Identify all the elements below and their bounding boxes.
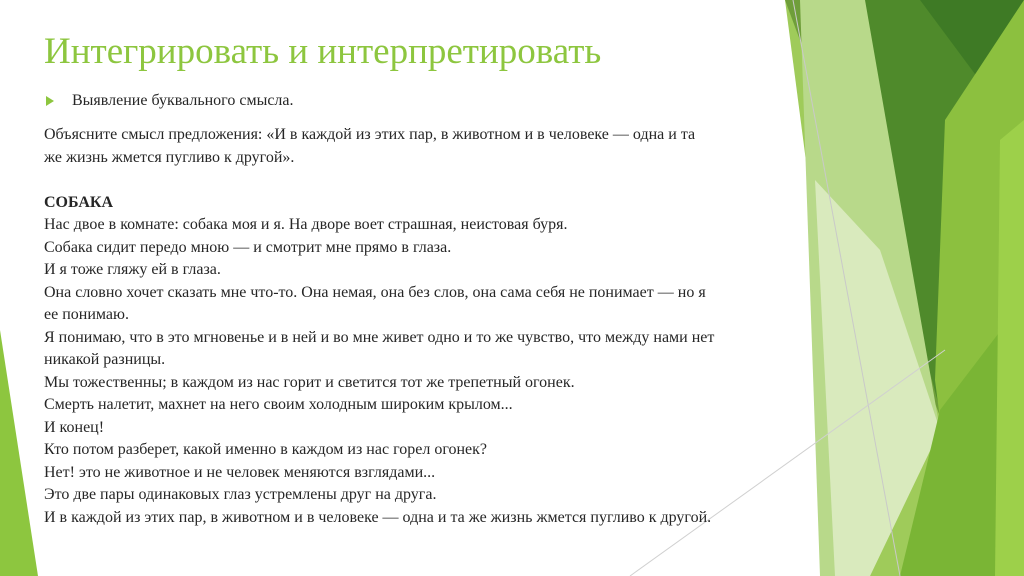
poem-line: ее понимаю. <box>44 306 129 323</box>
poem-line: Смерть налетит, махнет на него своим холодным широким крылом... <box>44 396 513 413</box>
paragraph-gap <box>44 169 834 192</box>
poem-line: Мы тожественны; в каждом из нас горит и светится тот же трепетный огонек. <box>44 373 575 391</box>
slide-title: Интегрировать и интерпретировать <box>44 31 602 72</box>
poem-title: СОБАКА <box>44 193 114 211</box>
poem-line: И в каждой из этих пар, в животном и в человеке — одна и та же жизнь жмется пугливо к другой. <box>44 508 712 526</box>
question-line: же жизнь жмется пугливо к другой». <box>44 148 295 166</box>
question-line: Объясните смысл предложения: «И в каждой из этих пар, в животном и в человеке — одна и та <box>44 126 696 143</box>
poem-line: Нет! это не животное и не человек меняются взглядами... <box>44 463 436 481</box>
bullet-row <box>46 90 294 112</box>
poem-line: никакой разницы. <box>44 351 166 368</box>
body-text <box>44 124 834 529</box>
triangle-bullet-icon <box>46 96 54 106</box>
poem-line: И я тоже гляжу ей в глаза. <box>44 261 221 278</box>
poem-line: Она словно хочет сказать мне что-то. Она немая, она без слов, она сама себя не понимает — но я <box>44 283 706 301</box>
poem-line: Это две пары одинаковых глаз устремлены друг на друга. <box>44 486 437 503</box>
poem-line: И конец! <box>44 418 105 436</box>
poem-line: Собака сидит передо мною — и смотрит мне прямо в глаза. <box>44 238 452 256</box>
bullet-text: Выявление буквального смысла. <box>72 92 294 109</box>
poem-line: Нас двое в комнате: собака моя и я. На дворе воет страшная, неистовая буря. <box>44 216 568 233</box>
left-green-shape <box>0 330 38 576</box>
poem-line: Кто потом разберет, какой именно в каждом из нас горел огонек? <box>44 441 488 458</box>
poem-line: Я понимаю, что в это мгновенье и в ней и во мне живет одно и то же чувство, что между нами нет <box>44 328 715 346</box>
